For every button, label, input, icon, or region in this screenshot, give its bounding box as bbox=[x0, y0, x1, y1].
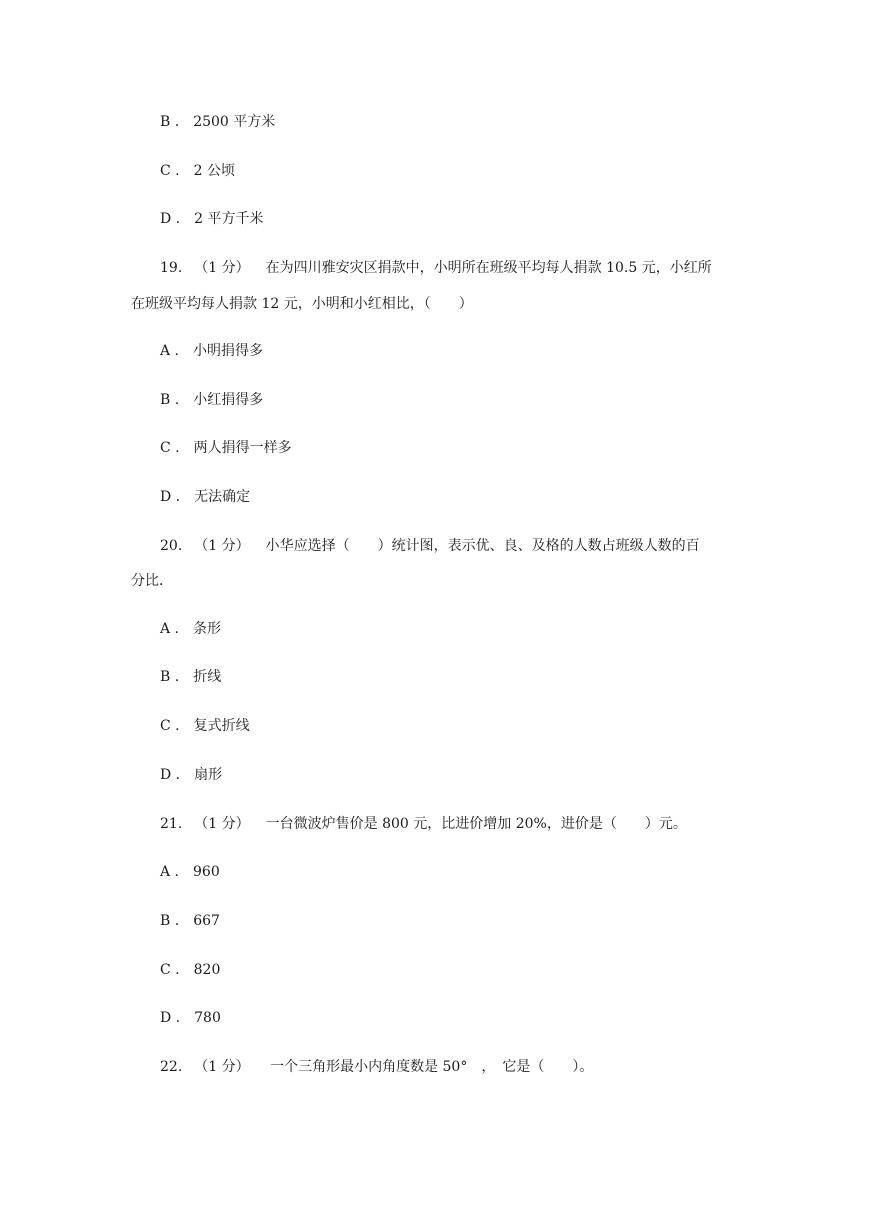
option-19-c bbox=[160, 439, 292, 457]
option-letter: B . bbox=[160, 913, 180, 929]
option-letter: B . bbox=[160, 669, 180, 685]
option-letter: D . bbox=[160, 1010, 181, 1026]
option-letter: D . bbox=[160, 489, 181, 505]
question-score: （1 分） bbox=[194, 1059, 250, 1075]
option-text: 两人捐得一样多 bbox=[193, 440, 292, 456]
option-19-b bbox=[160, 391, 263, 409]
question-number: 20. bbox=[160, 538, 183, 554]
option-letter: B . bbox=[160, 392, 180, 408]
question-20-stem-cont bbox=[131, 572, 173, 590]
question-text: 分比． bbox=[131, 573, 173, 589]
question-text: 在为四川雅安灾区捐款中，小明所在班级平均每人捐款 10.5 元，小红所 bbox=[265, 260, 712, 276]
option-18-c bbox=[160, 162, 235, 180]
option-letter: D . bbox=[160, 211, 181, 227]
option-text: 折线 bbox=[193, 669, 222, 685]
question-19-stem bbox=[160, 259, 712, 277]
question-20-stem bbox=[160, 537, 700, 555]
option-text: 2500 平方米 bbox=[193, 114, 276, 130]
question-text: 在班级平均每人捐款 12 元，小明和小红相比，（ ） bbox=[131, 296, 473, 312]
option-20-a bbox=[160, 620, 221, 638]
option-text: 扇形 bbox=[194, 767, 223, 783]
option-letter: C . bbox=[160, 440, 180, 456]
question-text: 一个三角形最小内角度数是 50° ， 它是（ ）。 bbox=[265, 1059, 594, 1075]
option-text: 小红捐得多 bbox=[193, 392, 264, 408]
option-letter: A . bbox=[160, 621, 180, 637]
question-22-stem bbox=[160, 1058, 593, 1076]
question-19-stem-cont bbox=[131, 295, 473, 313]
option-text: 820 bbox=[193, 962, 221, 978]
question-21-stem bbox=[160, 815, 687, 833]
option-21-a bbox=[160, 863, 220, 881]
option-text: 667 bbox=[193, 913, 220, 929]
option-20-c bbox=[160, 717, 250, 735]
option-20-b bbox=[160, 668, 221, 686]
question-number: 19. bbox=[160, 260, 183, 276]
question-text: 小华应选择（ ）统计图，表示优、良、及格的人数占班级人数的百 bbox=[265, 538, 700, 554]
question-number: 22. bbox=[160, 1059, 183, 1075]
option-letter: D . bbox=[160, 767, 181, 783]
option-21-d bbox=[160, 1009, 221, 1027]
option-text: 960 bbox=[193, 864, 220, 880]
option-19-d bbox=[160, 488, 250, 506]
option-20-d bbox=[160, 766, 222, 784]
question-number: 21. bbox=[160, 816, 183, 832]
question-score: （1 分） bbox=[194, 816, 250, 832]
option-text: 780 bbox=[194, 1010, 221, 1026]
question-score: （1 分） bbox=[194, 260, 250, 276]
option-letter: C . bbox=[160, 718, 180, 734]
option-text: 2 公顷 bbox=[193, 163, 235, 179]
option-letter: A . bbox=[160, 864, 180, 880]
option-text: 条形 bbox=[193, 621, 222, 637]
option-text: 复式折线 bbox=[193, 718, 250, 734]
option-18-b bbox=[160, 113, 275, 131]
option-letter: C . bbox=[160, 962, 180, 978]
option-letter: C . bbox=[160, 163, 180, 179]
question-score: （1 分） bbox=[194, 538, 250, 554]
option-text: 小明捐得多 bbox=[193, 343, 264, 359]
option-letter: A . bbox=[160, 343, 180, 359]
option-21-c bbox=[160, 961, 220, 979]
option-19-a bbox=[160, 342, 263, 360]
option-text: 2 平方千米 bbox=[194, 211, 264, 227]
option-21-b bbox=[160, 912, 220, 930]
question-text: 一台微波炉售价是 800 元，比进价增加 20%，进价是（ ）元。 bbox=[265, 816, 687, 832]
option-18-d bbox=[160, 210, 263, 228]
option-letter: B . bbox=[160, 114, 180, 130]
option-text: 无法确定 bbox=[194, 489, 251, 505]
